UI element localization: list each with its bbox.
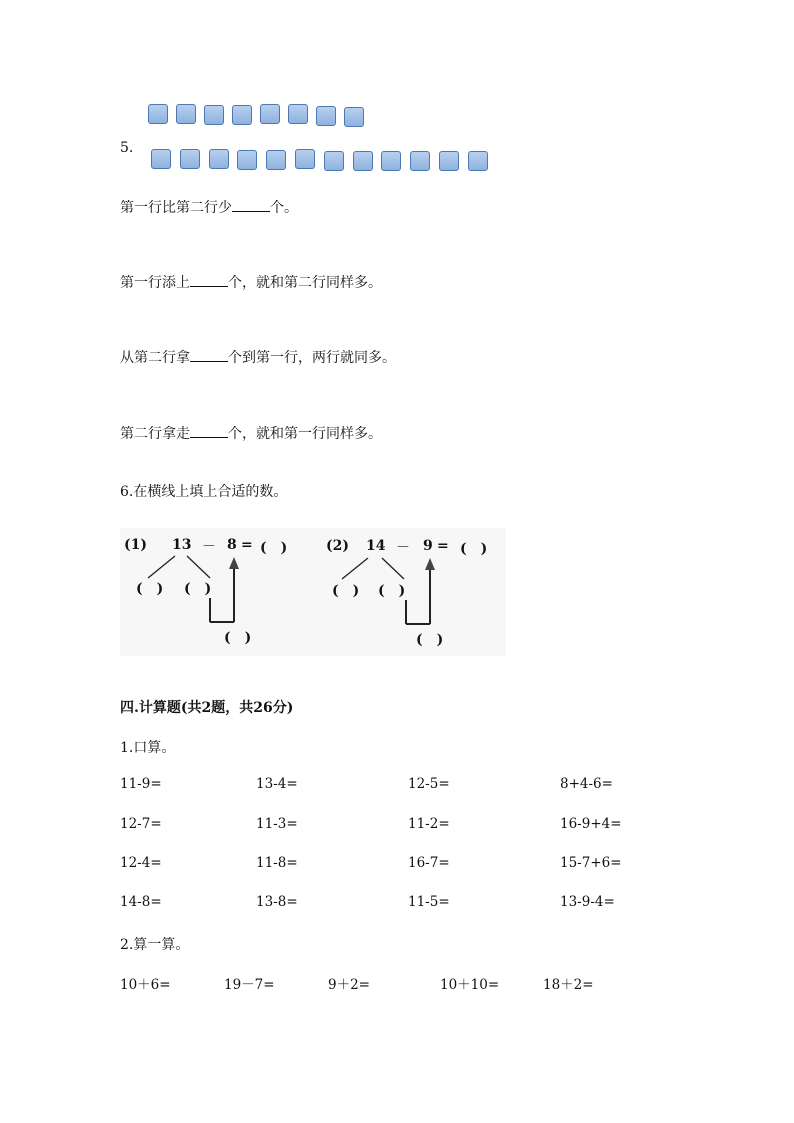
square [353,151,373,171]
q5-line-4-post: 个，就和第一行同样多。 [228,426,382,442]
calc-item: 19－7= [224,977,275,993]
q5-line-1-pre: 第一行比第二行少 [120,200,232,216]
part-2-minuend: 14 [366,538,386,554]
part-1-subtrahend: 8 [227,537,237,553]
calc-q1-title: 1.口算。 [120,740,176,756]
calc-item: 13-9-4= [560,894,615,910]
calc-item: 13-4= [256,776,298,792]
question-6-title: 6.在横线上填上合适的数。 [120,484,288,500]
part-1-minuend: 13 [172,537,192,553]
part-2-label: (2) [326,538,349,554]
section-4-title: 四.计算题(共2题，共26分) [120,700,294,716]
calc-item: 14-8= [120,894,162,910]
part-2-split-left[interactable]: ( ) [332,583,360,599]
q5-line-3-pre: 从第二行拿 [120,350,190,366]
square [180,149,200,169]
answer-blank-4[interactable] [190,423,228,438]
answer-blank-2[interactable] [190,272,228,287]
calc-q2-title: 2.算一算。 [120,937,190,953]
calc-item: 11-8= [256,855,298,871]
answer-blank-3[interactable] [190,347,228,362]
square [344,107,364,127]
decomposition-diagram [120,528,506,656]
part-2-bottom[interactable]: ( ) [416,632,444,648]
part-1-operator: － [202,539,216,555]
calc-item: 11-5= [408,894,450,910]
q5-line-1-post: 个。 [270,200,298,216]
part-1-result[interactable]: ( ) [260,540,288,556]
square [237,150,257,170]
part-2-subtrahend: 9 [423,538,433,554]
calc-item: 11-3= [256,816,298,832]
square [260,104,280,124]
part-1-equals: = [241,537,253,553]
square [232,105,252,125]
part-1-split-right[interactable]: ( ) [184,581,212,597]
calc-item: 11-2= [408,816,450,832]
q5-line-3 [120,347,396,367]
calc-item: 12-7= [120,816,162,832]
calc-item: 11-9= [120,776,162,792]
calc-item: 9＋2= [328,977,370,993]
calc-item: 13-8= [256,894,298,910]
q5-line-4 [120,423,382,443]
square [176,104,196,124]
square [288,104,308,124]
square [381,151,401,171]
square [266,150,286,170]
part-2-equals: = [437,538,449,554]
calc-item: 16-9+4= [560,816,622,832]
calc-item: 16-7= [408,855,450,871]
square [151,149,171,169]
part-2-split-right[interactable]: ( ) [378,583,406,599]
q5-line-2-post: 个，就和第二行同样多。 [228,275,382,291]
calc-item: 15-7+6= [560,855,622,871]
square [209,149,229,169]
question-5-number: 5. [120,140,134,156]
part-2-operator: － [396,540,410,556]
calc-item: 12-5= [408,776,450,792]
q5-line-4-pre: 第二行拿走 [120,426,190,442]
calc-item: 18＋2= [543,977,594,993]
q5-line-1 [120,197,298,217]
answer-blank-1[interactable] [232,197,270,212]
square [410,151,430,171]
calc-item: 12-4= [120,855,162,871]
part-2-result[interactable]: ( ) [460,541,488,557]
q5-line-3-post: 个到第一行，两行就同多。 [228,350,396,366]
square [148,104,168,124]
square [468,151,488,171]
square [295,149,315,169]
q5-line-2-pre: 第一行添上 [120,275,190,291]
calc-item: 8+4-6= [560,776,613,792]
calc-item: 10＋10= [440,977,500,993]
square [316,106,336,126]
square [439,151,459,171]
part-1-bottom[interactable]: ( ) [224,630,252,646]
square [324,151,344,171]
square [204,105,224,125]
q5-line-2 [120,272,382,292]
calc-item: 10＋6= [120,977,171,993]
part-1-split-left[interactable]: ( ) [136,581,164,597]
part-1-label: (1) [124,537,147,553]
